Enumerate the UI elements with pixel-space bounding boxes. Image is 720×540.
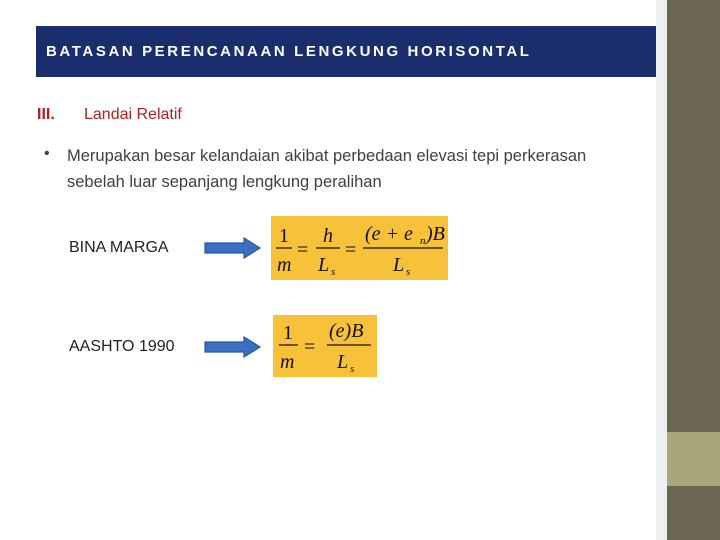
formula-close-B: )B: [426, 223, 445, 245]
formula-denominator-m: m: [277, 254, 292, 276]
slide-title: BATASAN PERENCANAAN LENGKUNG HORISONTAL: [46, 43, 532, 60]
formula-subscript-s-2: s: [406, 266, 411, 278]
right-decorative-accent: [667, 432, 720, 486]
right-arrow-icon: [204, 237, 262, 259]
formula-L: L: [337, 351, 349, 373]
bullet-icon: •: [44, 145, 50, 162]
formula-numerator-one: 1: [283, 322, 293, 344]
formula-h: h: [323, 225, 333, 247]
formula-subscript-n: n: [420, 235, 426, 247]
right-arrow-icon: [204, 336, 262, 358]
formula-L-2: L: [393, 254, 405, 276]
section-number: III.: [37, 106, 55, 123]
bina-marga-label: BINA MARGA: [69, 239, 169, 256]
formula-L: L: [318, 254, 330, 276]
aashto-formula: [273, 315, 377, 377]
bullet-text: Merupakan besar kelandaian akibat perbedaan elevasi tepi perkerasan sebelah luar sepanjang lengkung peralihan: [67, 147, 587, 191]
section-title: Landai Relatif: [84, 106, 182, 123]
formula-equals: =: [297, 239, 309, 261]
formula-numerator: (e)B: [329, 320, 364, 342]
formula-equals-2: =: [345, 239, 357, 261]
formula-subscript-s: s: [350, 363, 355, 375]
title-banner: [36, 26, 656, 77]
formula-numerator-one: 1: [279, 225, 289, 247]
aashto-label: AASHTO 1990: [69, 338, 175, 355]
formula-numerator: (e + e: [365, 223, 413, 245]
right-edge-strip: [656, 0, 667, 540]
bina-marga-formula: [271, 216, 448, 280]
formula-subscript-s: s: [331, 266, 336, 278]
formula-equals: =: [304, 336, 316, 358]
formula-denominator-m: m: [280, 351, 295, 373]
